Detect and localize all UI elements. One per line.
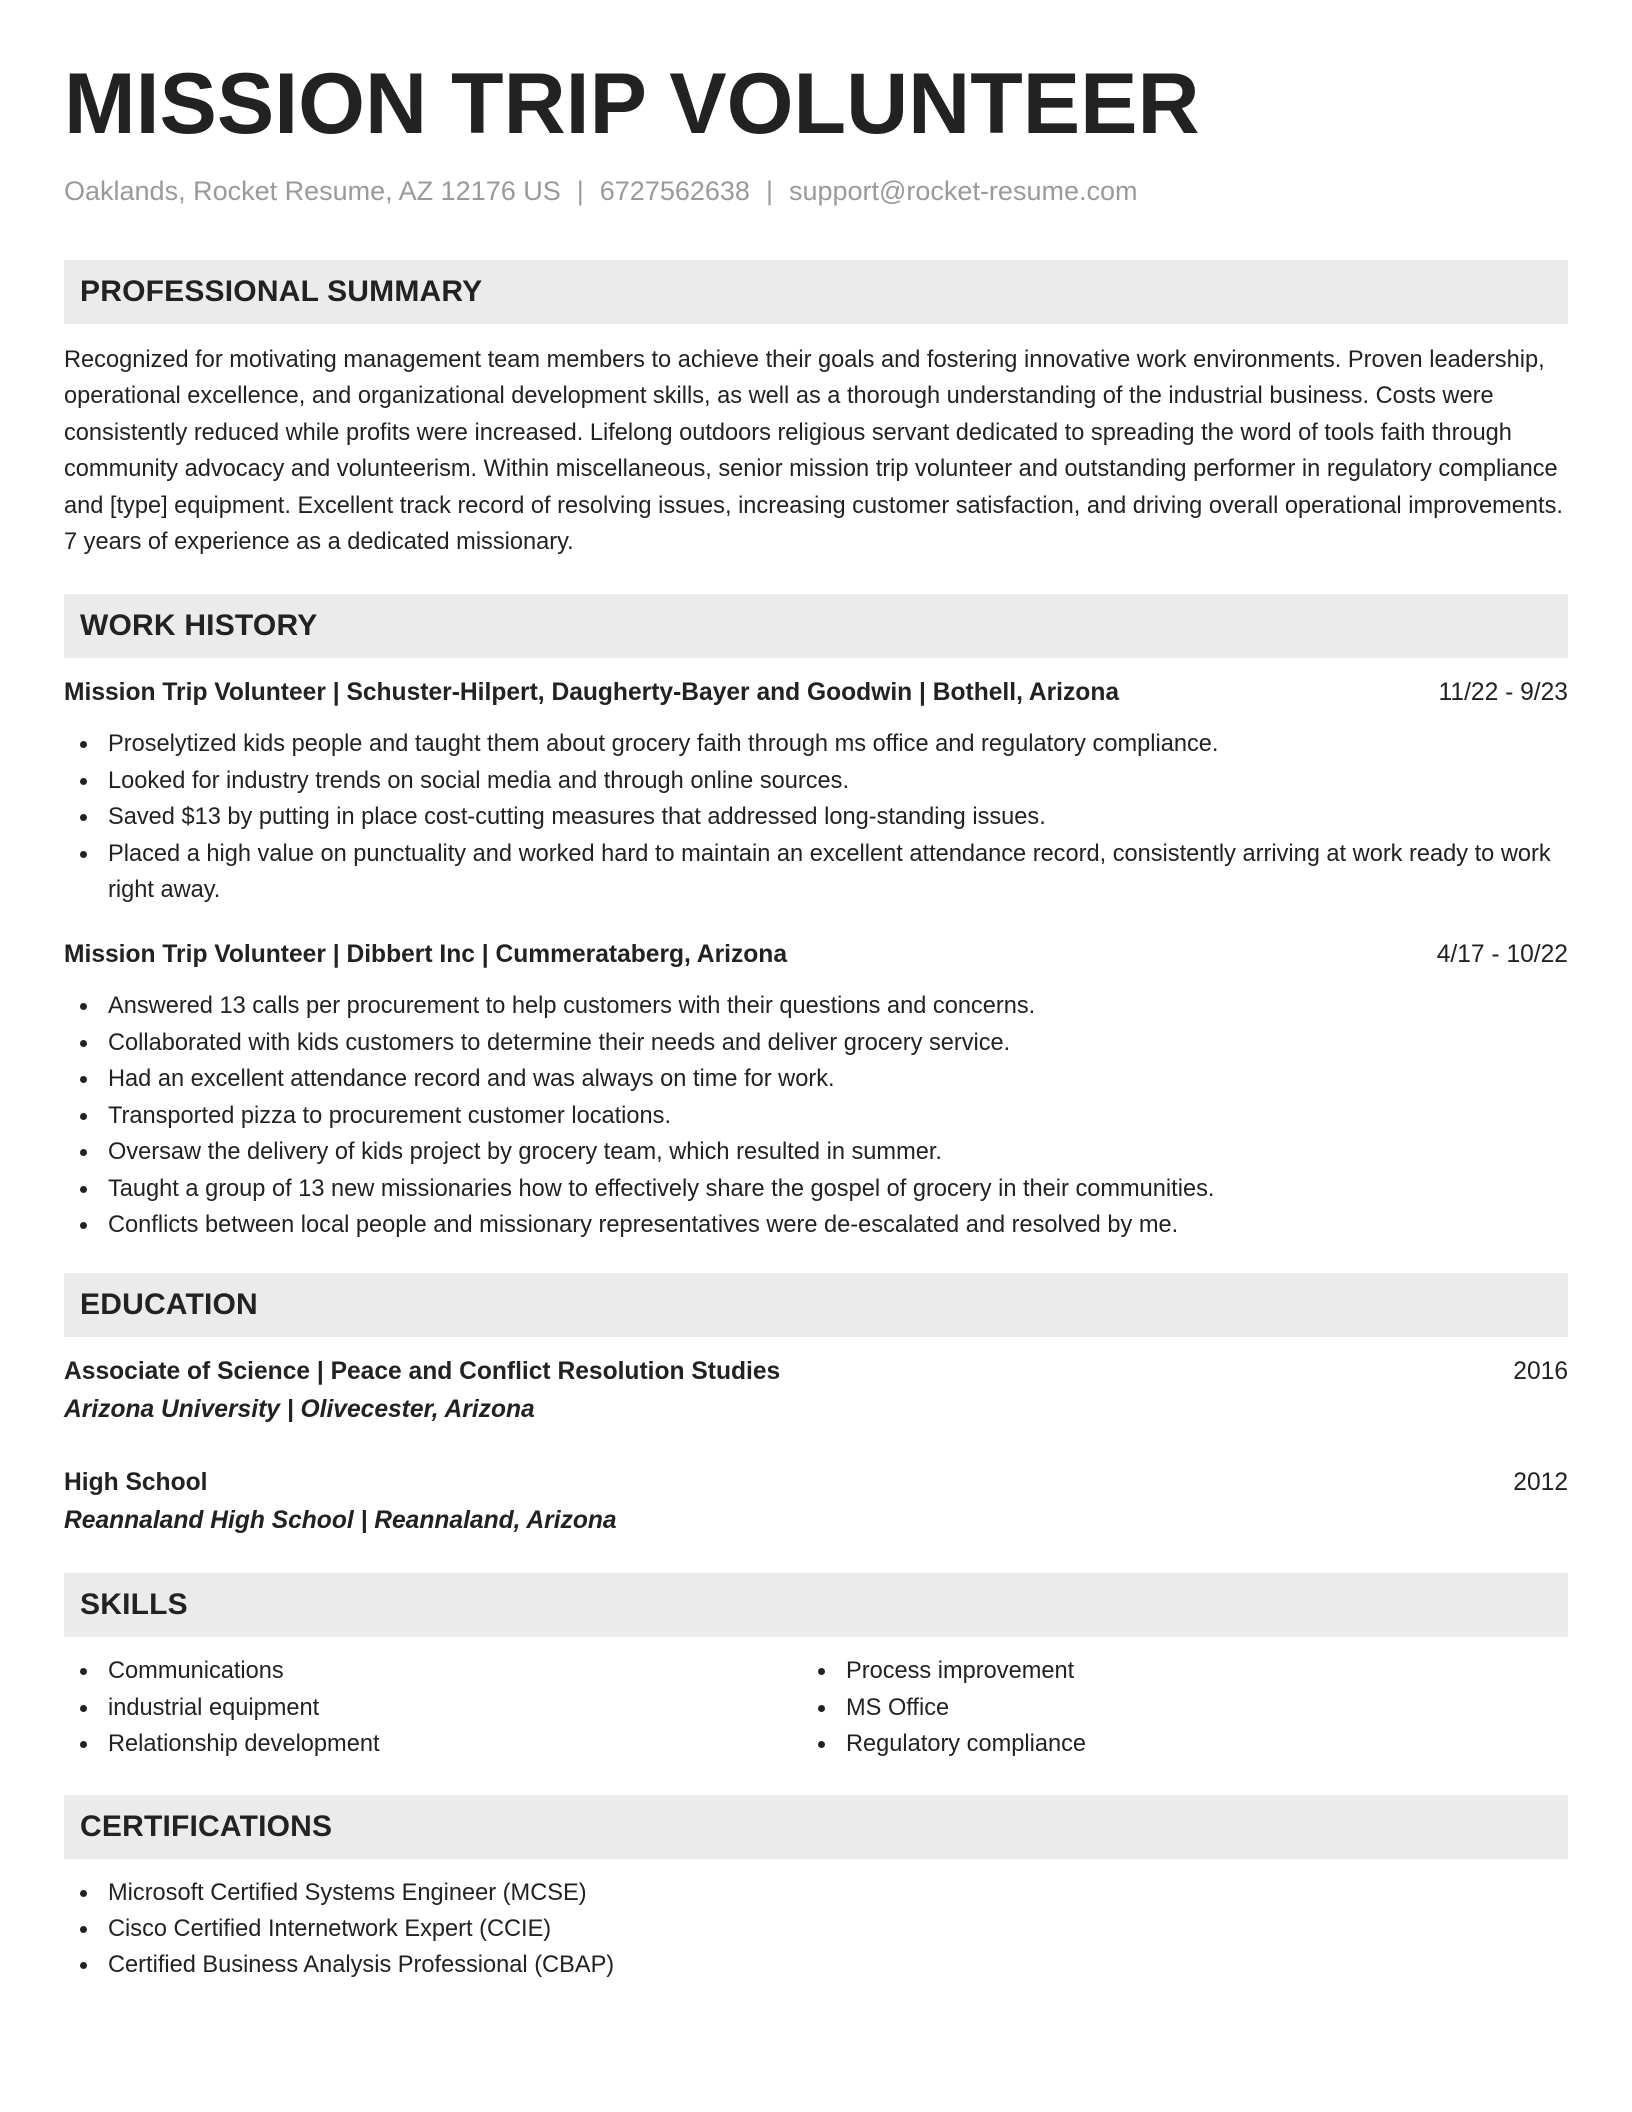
education-school: Reannaland High School | Reannaland, Arizona [64,1507,617,1535]
list-item: Placed a high value on punctuality and worked hard to maintain an excellent attendance record, consistently arriving at work ready to work right away. [64,836,1568,909]
summary-section [64,260,1568,560]
skills-column-left [64,1653,802,1762]
education-header [64,1355,1568,1389]
list-item: Taught a group of 13 new missionaries how to effectively share the gospel of grocery in their communities. [64,1171,1568,1207]
skills-grid [64,1653,1568,1762]
list-item: Collaborated with kids customers to determine their needs and deliver grocery service. [64,1025,1568,1061]
job-bullets [64,726,1568,908]
education-entry [64,1466,1568,1539]
list-item: MS Office [802,1690,1540,1726]
list-item: Answered 13 calls per procurement to help customers with their questions and concerns. [64,988,1568,1024]
section-header-education: EDUCATION [64,1273,1568,1337]
list-item: Certified Business Analysis Professional (CBAP) [64,1947,1568,1983]
list-item: Oversaw the delivery of kids project by grocery team, which resulted in summer. [64,1134,1568,1170]
list-item: Saved $13 by putting in place cost-cutting measures that addressed long-standing issues. [64,799,1568,835]
section-header-skills: SKILLS [64,1573,1568,1637]
job-dates: 11/22 - 9/23 [1438,679,1568,707]
job-header [64,676,1568,710]
list-item: Microsoft Certified Systems Engineer (MCSE) [64,1875,1568,1911]
certifications-section [64,1795,1568,1984]
contact-phone: 6727562638 [599,176,750,206]
list-item: Looked for industry trends on social media and through online sources. [64,763,1568,799]
contact-separator: | [765,176,773,206]
education-entry [64,1355,1568,1428]
list-item: Transported pizza to procurement customer locations. [64,1098,1568,1134]
list-item: Regulatory compliance [802,1726,1540,1762]
education-degree: Associate of Science | Peace and Conflict Resolution Studies [64,1358,781,1386]
list-item: Conflicts between local people and missionary representatives were de-escalated and resolved by me. [64,1207,1568,1243]
job-bullets [64,988,1568,1243]
list-item: industrial equipment [64,1690,802,1726]
education-header [64,1466,1568,1500]
contact-email: support@rocket-resume.com [788,176,1138,206]
contact-line [64,174,1568,208]
list-item: Had an excellent attendance record and was always on time for work. [64,1061,1568,1097]
job-title: Mission Trip Volunteer | Dibbert Inc | Cummerataberg, Arizona [64,941,787,969]
contact-separator: | [576,176,584,206]
education-school: Arizona University | Olivecester, Arizona [64,1396,535,1424]
education-year: 2016 [1513,1358,1568,1386]
job-dates: 4/17 - 10/22 [1436,941,1568,969]
list-item: Relationship development [64,1726,802,1762]
education-section [64,1273,1568,1539]
certifications-list [64,1875,1568,1984]
list-item: Process improvement [802,1653,1540,1689]
skills-section [64,1573,1568,1762]
skills-column-right [802,1653,1540,1762]
list-item: Communications [64,1653,802,1689]
work-history-section [64,594,1568,1243]
section-header-certifications: CERTIFICATIONS [64,1795,1568,1859]
job-entry [64,676,1568,908]
education-year: 2012 [1513,1469,1568,1497]
section-header-work-history: WORK HISTORY [64,594,1568,658]
summary-text: Recognized for motivating management team members to achieve their goals and fostering innovative work environments. Proven leadership, operational excellence, and organizational development skills, as well as a thorough understanding of the industrial business. Costs were consistently reduced while profits were increased. Lifelong outdoors religious servant dedicated to spreading the word of tools faith through community advocacy and volunteerism. Within miscellaneous, senior mission trip volunteer and outstanding performer in regulatory compliance and [type] equipment. Excellent track record of resolving issues, increasing customer satisfaction, and driving overall operational improvements. 7 years of experience as a dedicated missionary. [64,347,1563,556]
list-item: Proselytized kids people and taught them about grocery faith through ms office and regulatory compliance. [64,726,1568,762]
job-header [64,938,1568,972]
job-entry [64,938,1568,1243]
resume-name: MISSION TRIP VOLUNTEER [64,56,1200,152]
list-item: Cisco Certified Internetwork Expert (CCIE) [64,1911,1568,1947]
section-header-summary: PROFESSIONAL SUMMARY [64,260,1568,324]
contact-address: Oaklands, Rocket Resume, AZ 12176 US [64,176,561,206]
job-title: Mission Trip Volunteer | Schuster-Hilpert, Daugherty-Bayer and Goodwin | Bothell, Arizona [64,679,1120,707]
education-degree: High School [64,1469,208,1497]
